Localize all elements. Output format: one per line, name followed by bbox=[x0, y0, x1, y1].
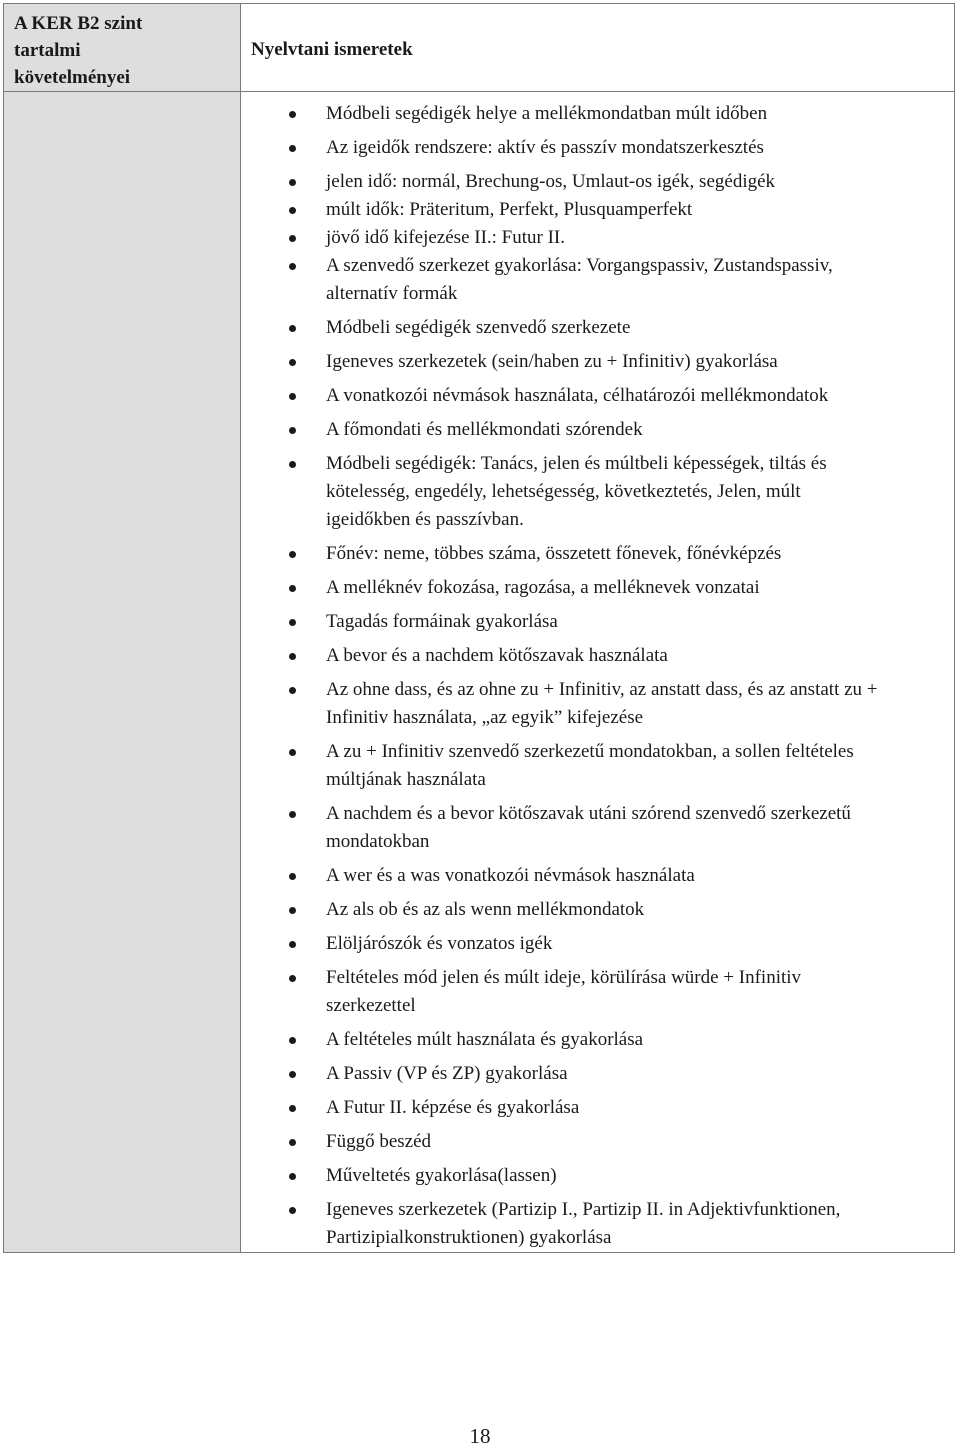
list-item-text bbox=[326, 1162, 926, 1190]
list-item-text bbox=[326, 676, 926, 732]
list-item-text bbox=[326, 196, 926, 224]
list-item-text bbox=[326, 1094, 926, 1122]
list-item-text bbox=[326, 134, 926, 162]
list-item-text bbox=[326, 416, 926, 444]
text-line: Az als ob és az als wenn mellékmondatok bbox=[326, 899, 645, 920]
bullet-icon bbox=[289, 1139, 296, 1146]
list-item-text bbox=[326, 1128, 926, 1156]
left-header-line: A KER B2 szint bbox=[14, 13, 143, 34]
page-number: 18 bbox=[469, 1424, 491, 1448]
bullet-icon bbox=[289, 1207, 296, 1214]
bullet-icon bbox=[289, 811, 296, 818]
text-line: Módbeli segédigék: Tanács, jelen és múltbeli képességek, tiltás és bbox=[326, 453, 827, 474]
text-line: múlt idők: Präteritum, Perfekt, Plusquamperfekt bbox=[326, 199, 693, 220]
bullet-icon bbox=[289, 207, 296, 214]
bullet-icon bbox=[289, 873, 296, 880]
list-item-text bbox=[326, 348, 926, 376]
bullet-icon bbox=[289, 1071, 296, 1078]
grammar-heading: Nyelvtani ismeretek bbox=[251, 39, 413, 60]
text-line: Módbeli segédigék helye a mellékmondatban múlt időben bbox=[326, 103, 768, 124]
list-item-text bbox=[326, 100, 926, 128]
text-line: A wer és a was vonatkozói névmások használata bbox=[326, 865, 695, 886]
bullet-icon bbox=[289, 235, 296, 242]
list-item-text bbox=[326, 930, 926, 958]
list-item-text bbox=[326, 314, 926, 342]
text-line: igeidőkben és passzívban. bbox=[326, 509, 524, 530]
list-item-text bbox=[326, 1196, 926, 1252]
list-item-text bbox=[326, 540, 926, 568]
list-item-text bbox=[326, 608, 926, 636]
text-line: A szenvedő szerkezet gyakorlása: Vorgangspassiv, Zustandspassiv, bbox=[326, 255, 833, 276]
bullet-icon bbox=[289, 619, 296, 626]
text-line: Főnév: neme, többes száma, összetett főnevek, főnévképzés bbox=[326, 543, 782, 564]
bullet-icon bbox=[289, 551, 296, 558]
text-line: A bevor és a nachdem kötőszavak használata bbox=[326, 645, 668, 666]
bullet-icon bbox=[289, 687, 296, 694]
text-line: Partizipialkonstruktionen) gyakorlása bbox=[326, 1227, 612, 1248]
text-line: A melléknév fokozása, ragozása, a melléknevek vonzatai bbox=[326, 577, 760, 598]
list-item-text bbox=[326, 862, 926, 890]
text-line: kötelesség, engedély, lehetségesség, következtetés, Jelen, múlt bbox=[326, 481, 801, 502]
bullet-icon bbox=[289, 653, 296, 660]
list-item-text bbox=[326, 574, 926, 602]
bullet-icon bbox=[289, 263, 296, 270]
bullet-icon bbox=[289, 975, 296, 982]
text-line: Műveltetés gyakorlása(lassen) bbox=[326, 1165, 557, 1186]
right-header-cell bbox=[241, 4, 954, 92]
list-item-text bbox=[326, 964, 926, 1020]
text-line: Feltételes mód jelen és múlt ideje, körülírása würde + Infinitiv bbox=[326, 967, 802, 988]
list-item-text bbox=[326, 450, 926, 534]
text-line: mondatokban bbox=[326, 831, 430, 852]
text-line: alternatív formák bbox=[326, 283, 458, 304]
text-line: Igeneves szerkezetek (sein/haben zu + Infinitiv) gyakorlása bbox=[326, 351, 778, 372]
bullet-icon bbox=[289, 179, 296, 186]
left-header-line: követelményei bbox=[14, 67, 131, 88]
text-line: Infinitiv használata, „az egyik” kifejezése bbox=[326, 707, 644, 728]
list-item-text bbox=[326, 642, 926, 670]
text-line: Függő beszéd bbox=[326, 1131, 432, 1152]
text-line: Módbeli segédigék szenvedő szerkezete bbox=[326, 317, 631, 338]
list-item-text bbox=[326, 800, 926, 856]
curriculum-table bbox=[3, 3, 955, 1253]
text-line: múltjának használata bbox=[326, 769, 486, 790]
text-line: A zu + Infinitiv szenvedő szerkezetű mondatokban, a sollen feltételes bbox=[326, 741, 854, 762]
bullet-icon bbox=[289, 393, 296, 400]
bullet-icon bbox=[289, 111, 296, 118]
bullet-icon bbox=[289, 941, 296, 948]
text-line: Az ohne dass, és az ohne zu + Infinitiv, az anstatt dass, és az anstatt zu + bbox=[326, 679, 878, 700]
text-line: A feltételes múlt használata és gyakorlása bbox=[326, 1029, 644, 1050]
bullet-icon bbox=[289, 907, 296, 914]
text-line: A vonatkozói névmások használata, célhatározói mellékmondatok bbox=[326, 385, 829, 406]
bullet-icon bbox=[289, 749, 296, 756]
text-line: A Futur II. képzése és gyakorlása bbox=[326, 1097, 580, 1118]
list-item-text bbox=[326, 896, 926, 924]
bullet-icon bbox=[289, 461, 296, 468]
bullet-icon bbox=[289, 1173, 296, 1180]
text-line: Az igeidők rendszere: aktív és passzív mondatszerkesztés bbox=[326, 137, 764, 158]
bullet-icon bbox=[289, 427, 296, 434]
list-item-text bbox=[326, 1026, 926, 1054]
list-item-text bbox=[326, 382, 926, 410]
bullet-icon bbox=[289, 585, 296, 592]
bullet-icon bbox=[289, 325, 296, 332]
text-line: Elöljárószók és vonzatos igék bbox=[326, 933, 553, 954]
text-line: Tagadás formáinak gyakorlása bbox=[326, 611, 558, 632]
left-header-cell bbox=[4, 4, 240, 92]
list-item-text bbox=[326, 1060, 926, 1088]
text-line: szerkezettel bbox=[326, 995, 416, 1016]
text-line: jövő idő kifejezése II.: Futur II. bbox=[326, 227, 566, 248]
text-line: A főmondati és mellékmondati szórendek bbox=[326, 419, 643, 440]
bullet-icon bbox=[289, 1105, 296, 1112]
text-line: jelen idő: normál, Brechung-os, Umlaut-os igék, segédigék bbox=[326, 171, 776, 192]
text-line: Igeneves szerkezetek (Partizip I., Partizip II. in Adjektivfunktionen, bbox=[326, 1199, 841, 1220]
list-item-text bbox=[326, 252, 926, 308]
text-line: A nachdem és a bevor kötőszavak utáni szórend szenvedő szerkezetű bbox=[326, 803, 851, 824]
list-item-text bbox=[326, 168, 926, 196]
requirements-column bbox=[4, 4, 241, 1252]
bullet-icon bbox=[289, 359, 296, 366]
bullet-icon bbox=[289, 145, 296, 152]
text-line: A Passiv (VP és ZP) gyakorlása bbox=[326, 1063, 568, 1084]
left-header-line: tartalmi bbox=[14, 40, 81, 61]
bullet-icon bbox=[289, 1037, 296, 1044]
list-item-text bbox=[326, 224, 926, 252]
list-item-text bbox=[326, 738, 926, 794]
